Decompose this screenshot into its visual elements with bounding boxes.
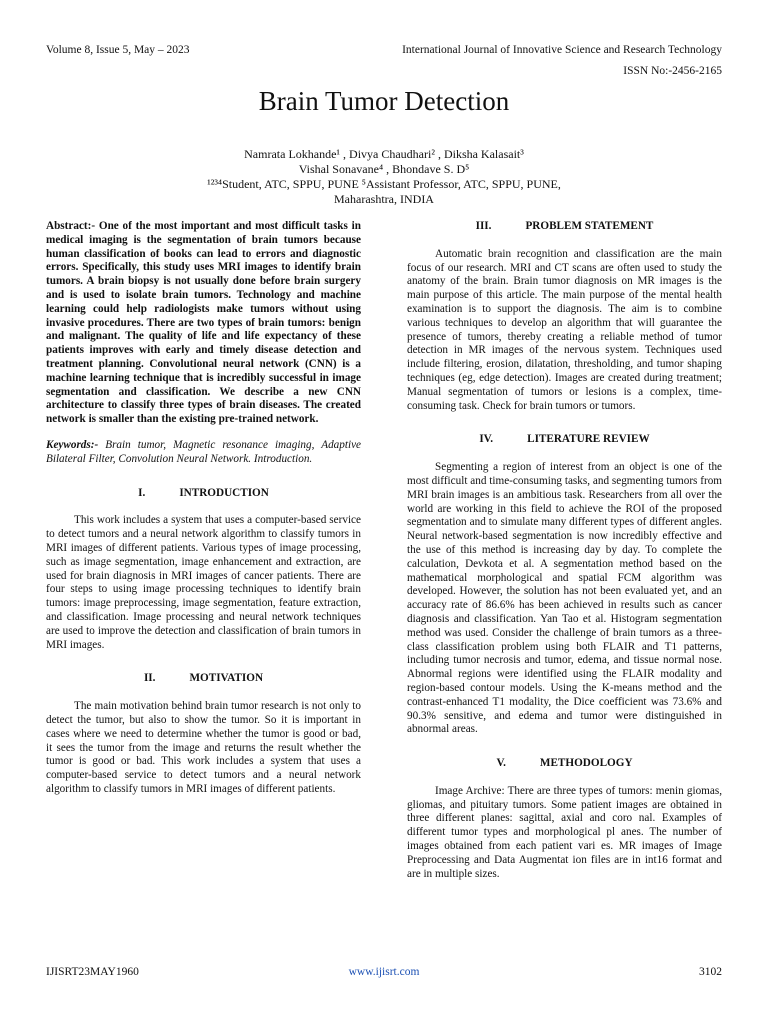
methodology-body: Image Archive: There are three types of tumors: menin giomas, gliomas, and pituitary tumors. Some patient images are obtained in three different planes: sagittal, axial and coro nal. Examples of different tumor types and morphological pl anes. The number of images obtained from each patient vari es. MR images of Image Preprocessing and Data Augmentat ion files are in int16 format and are in multiple sizes. bbox=[407, 784, 722, 880]
authors-line-2: Vishal Sonavane⁴ , Bhondave S. D⁵ bbox=[298, 162, 470, 176]
section-heading-introduction: I. INTRODUCTION bbox=[138, 486, 269, 499]
section-heading-literature-review: IV. LITERATURE REVIEW bbox=[479, 433, 650, 446]
affiliation-line-1: ¹²³⁴Student, ATC, SPPU, PUNE ⁵Assistant Professor, ATC, SPPU, PUNE, bbox=[207, 177, 561, 191]
section-heading-motivation: II. MOTIVATION bbox=[143, 672, 264, 685]
page-number: 3102 bbox=[699, 966, 722, 978]
left-column bbox=[46, 220, 361, 797]
paper-id: IJISRT23MAY1960 bbox=[46, 966, 139, 978]
introduction-body: This work includes a system that uses a computer-based service to detect tumors and a neural network algorithm to classify tumors in MRI images of different patients. Various types of image processing, such as image segmentation, image enhancement and extraction, are used for brain diagnosis in MRI images of cancer patients. There are four steps to using image processing techniques to identify brain tumors: image preprocessing, image segmentation, feature extraction, and classification. Image processing and neural network techniques are used to improve the detection and classification of brain tumors in MRI images. bbox=[46, 514, 361, 651]
keywords-text: Brain tumor, Magnetic resonance imaging, Adaptive Bilateral Filter, Convolution Neural Network. Introduction. bbox=[46, 438, 361, 465]
volume-issue: Volume 8, Issue 5, May – 2023 bbox=[46, 44, 190, 56]
authors-line-1: Namrata Lokhande¹ , Divya Chaudhari² , Diksha Kalasait³ bbox=[244, 147, 524, 161]
literature-review-body: Segmenting a region of interest from an object is one of the most difficult and time-consuming tasks, and segmenting tumors from MRI brain images is an ambitious task. Researchers from all over the world are working in this field to achieve the ROI of the proposed segmentation and to simulate many different types of different angles. Neural network-based segmentation is now incredibly effective and the use of this method is increasing day by day. To complete the calculation, Devkota et al. A segmentation method based on the mathematical morphological and spatial FCM algorithm was developed. However, the solution has not been evaluated yet, and an accuracy rate of 86.6% has been achieved in results such as cancer diagnosis and classification. Yan Tao et al. Histogram segmentation method was used. Consider the challenge of brain tumors as a three-class classification problem using both FLAIR and T1 patterns, including tumor necrosis and tumor, edema, and tissue normal nose. Abnormal regions were identified using the FLAIR modality and region-based contour models. Using the K-means method and the contrast-enhanced T1 modality, the Dice coefficient was 73.6% and 90.3% sensitive, and edema and tumor were distinguished in abnormal areas. bbox=[407, 461, 722, 736]
affiliation-line-2: Maharashtra, INDIA bbox=[334, 192, 434, 206]
paper-title: Brain Tumor Detection bbox=[258, 86, 510, 116]
journal-website-link[interactable]: www.ijisrt.com bbox=[348, 966, 420, 978]
abstract: Abstract:- One of the most important and most difficult tasks in medical imaging is the segmentation of brain tumors because human classification of books can lead to errors and diagnostic errors. Specifically, this study uses MRI images to identify brain tumors. A brain biopsy is not usually done before brain surgery and is used to isolate brain tumors. Technology and machine learning could help radiologists make tumors without using invasive procedures. There are two types of brain tumors: benign and malignant. The quality of life and life expectancy of these patients improves with early and timely disease detection and treatment planning. Convolutional neural network (CNN) is a machine learning technique that is incredibly successful in image segmentation and classification. We describe a new CNN architecture to classify three types of brain diseases. The created network is smaller than the existing pre-trained network. bbox=[46, 220, 361, 426]
section-heading-problem-statement: III. PROBLEM STATEMENT bbox=[475, 220, 654, 232]
problem-statement-body: Automatic brain recognition and classification are the main focus of our research. MRI and CT scans are often used to study the anatomy of the brain. Brain tumor diagnosis on MR images is the main purpose of this article. The main purpose of the mental health examination is to support the diagnosis. The aim is to combine various techniques to develop an algorithm that will guarantee the presence of tumors, thereby creating a reliable method of tumor detection in MR images of the nervous system. Techniques used include filtering, erosion, dilatation, thresholding, and tumor shaping techniques (eg, edge detection). Images are created during treatment; Manual segmentation of tumors or lesions is a complex, time-consuming task. Check for brain tumors or tumors. bbox=[407, 247, 722, 412]
keywords-label: Keywords:- bbox=[46, 438, 99, 451]
motivation-body: The main motivation behind brain tumor research is not only to detect the tumor, but also to show the tumor. So it is important in cases where we need to determine whether the tumor is good or bad, it sees the tumor from the image and returns the result whether the tumor is good or bad. This work includes a system that uses a computer-based service to detect tumors and a neural network algorithm to classify tumors in MRI images of different patients. bbox=[46, 700, 361, 795]
keywords bbox=[46, 439, 361, 467]
section-heading-methodology: V. METHODOLOGY bbox=[496, 757, 633, 770]
right-column bbox=[407, 220, 722, 881]
journal-name: International Journal of Innovative Science and Research Technology bbox=[402, 44, 722, 56]
author-block bbox=[0, 147, 768, 207]
issn: ISSN No:-2456-2165 bbox=[623, 65, 722, 77]
